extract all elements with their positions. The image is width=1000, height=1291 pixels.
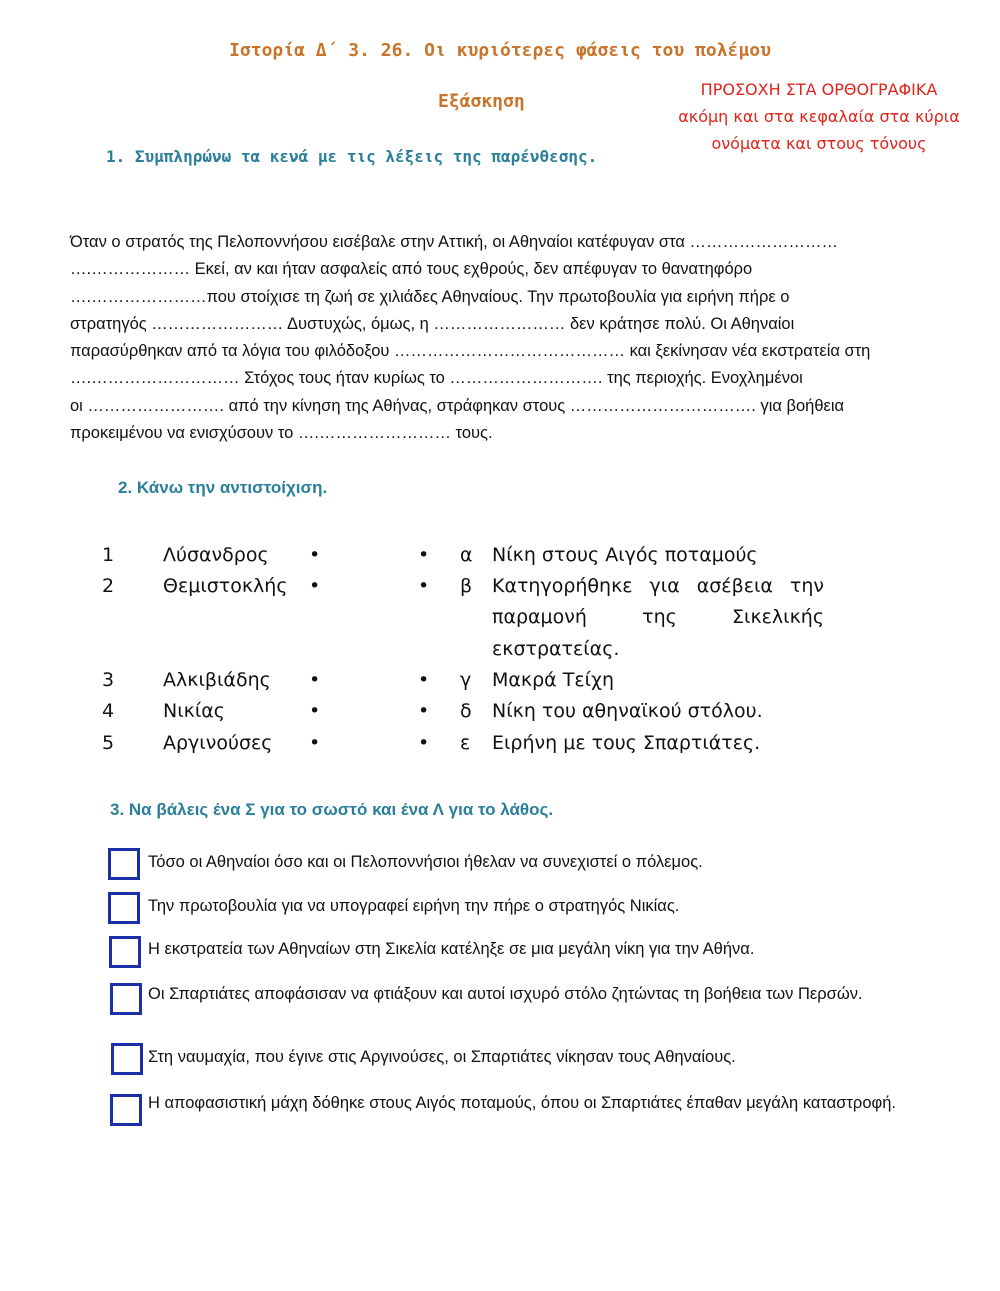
statement-text: Τόσο οι Αθηναίοι όσο και οι Πελοποννήσιοι ήθελαν να συνεχιστεί ο πόλεμος. [148, 853, 703, 871]
answer-checkbox[interactable] [108, 848, 140, 880]
match-name: Αργινούσες [163, 732, 273, 754]
match-letter: β [460, 575, 473, 597]
fill-in-paragraph [70, 229, 990, 447]
match-number: 5 [102, 732, 115, 754]
match-description: Νίκη του αθηναϊκού στόλου. [492, 700, 763, 722]
match-number: 1 [102, 544, 115, 566]
match-name: Θεμιστοκλής [163, 575, 288, 597]
statement-text: Η εκστρατεία των Αθηναίων στη Σικελία κατέληξε σε μια μεγάλη νίκη για την Αθήνα. [148, 940, 755, 958]
section-3-heading: 3. Να βάλεις ένα Σ για το σωστό και ένα Λ για το λάθος. [110, 800, 554, 819]
match-number: 4 [102, 700, 115, 722]
match-left-dot[interactable]: • [309, 700, 321, 722]
answer-checkbox[interactable] [108, 892, 140, 924]
paragraph-line: Όταν ο στρατός της Πελοποννήσου εισέβαλε στην Αττική, οι Αθηναίοι κατέφυγαν στα ……………………… [70, 233, 839, 251]
paragraph-line: οι ……………………. από την κίνηση της Αθήνας, στράφηκαν στους ……………………………. για βοήθεια [70, 396, 845, 415]
match-description: Ειρήνη με τους Σπαρτιάτες. [492, 732, 761, 754]
match-left-dot[interactable]: • [309, 669, 321, 691]
match-name: Λύσανδρος [163, 544, 269, 566]
match-right-dot[interactable]: • [418, 575, 430, 597]
match-letter: γ [460, 669, 472, 691]
match-letter: δ [460, 700, 472, 722]
paragraph-line: παρασύρθηκαν από τα λόγια του φιλόδοξου …………………………………… και ξεκίνησαν νέα εκστρατεία στη [70, 342, 871, 361]
match-description: Νίκη στους Αιγός ποταμούς [492, 544, 758, 566]
match-letter: α [460, 544, 473, 566]
answer-checkbox[interactable] [110, 983, 142, 1015]
section-2-heading: 2. Κάνω την αντιστοίχιση. [118, 478, 328, 497]
match-number: 2 [102, 575, 115, 597]
statement-text: Οι Σπαρτιάτες αποφάσισαν να φτιάξουν και αυτοί ισχυρό στόλο ζητώντας τη βοήθεια των Περσών. [148, 985, 863, 1003]
paragraph-line: ….…………………που στοίχισε τη ζωή σε χιλιάδες Αθηναίους. Την πρωτοβουλία για ειρήνη πήρε ο [70, 287, 790, 306]
answer-checkbox[interactable] [110, 1094, 142, 1126]
note-line: ΠΡΟΣΟΧΗ ΣΤΑ ΟΡΘΟΓΡΑΦΙΚΑ [700, 80, 938, 99]
answer-checkbox[interactable] [109, 936, 141, 968]
match-name: Αλκιβιάδης [163, 669, 271, 691]
note-line: ακόμη και στα κεφαλαία στα κύρια [678, 107, 960, 126]
match-right-dot[interactable]: • [418, 669, 430, 691]
paragraph-line: ….……………… Εκεί, αν και ήταν ασφαλείς από τους εχθρούς, δεν απέφυγαν το θανατηφόρο [70, 260, 753, 279]
answer-checkbox[interactable] [111, 1043, 143, 1075]
match-left-dot[interactable]: • [309, 732, 321, 754]
spelling-warning-note [660, 76, 978, 157]
match-right-dot[interactable]: • [418, 732, 430, 754]
match-right-dot[interactable]: • [418, 544, 430, 566]
match-description: Κατηγορήθηκε για ασέβεια την [492, 575, 824, 597]
statement-text: Στη ναυμαχία, που έγινε στις Αργινούσες, οι Σπαρτιάτες νίκησαν τους Αθηναίους. [148, 1048, 736, 1066]
match-left-dot[interactable]: • [309, 575, 321, 597]
page-title: Ιστορία Δ΄ 3. 26. Οι κυριότερες φάσεις του πολέμου [229, 40, 771, 61]
page-subtitle: Εξάσκηση [438, 91, 525, 112]
paragraph-line: προκειμένου να ενισχύσουν το ….…………………… τους. [70, 424, 493, 443]
match-number: 3 [102, 669, 115, 691]
paragraph-line: στρατηγός …………………… Δυστυχώς, όμως, η …………………… δεν κράτησε πολύ. Οι Αθηναίοι [70, 314, 795, 333]
note-line: ονόματα και στους τόνους [711, 134, 927, 153]
match-description: παραμονή της Σικελικής [492, 606, 824, 628]
statement-text: Την πρωτοβουλία για να υπογραφεί ειρήνη την πήρε ο στρατηγός Νικίας. [148, 897, 680, 915]
section-1-heading: 1. Συμπληρώνω τα κενά με τις λέξεις της παρένθεσης. [106, 147, 598, 166]
match-description: εκστρατείας. [492, 638, 620, 660]
match-right-dot[interactable]: • [418, 700, 430, 722]
paragraph-line: ….……………………… Στόχος τους ήταν κυρίως το ………………………. της περιοχής. Ενοχλημένοι [70, 369, 803, 388]
match-description: Μακρά Τείχη [492, 669, 615, 691]
match-left-dot[interactable]: • [309, 544, 321, 566]
match-letter: ε [460, 732, 471, 754]
statement-text: Η αποφασιστική μάχη δόθηκε στους Αιγός ποταμούς, όπου οι Σπαρτιάτες έπαθαν μεγάλη καταστροφή. [148, 1094, 896, 1112]
match-name: Νικίας [163, 700, 225, 722]
